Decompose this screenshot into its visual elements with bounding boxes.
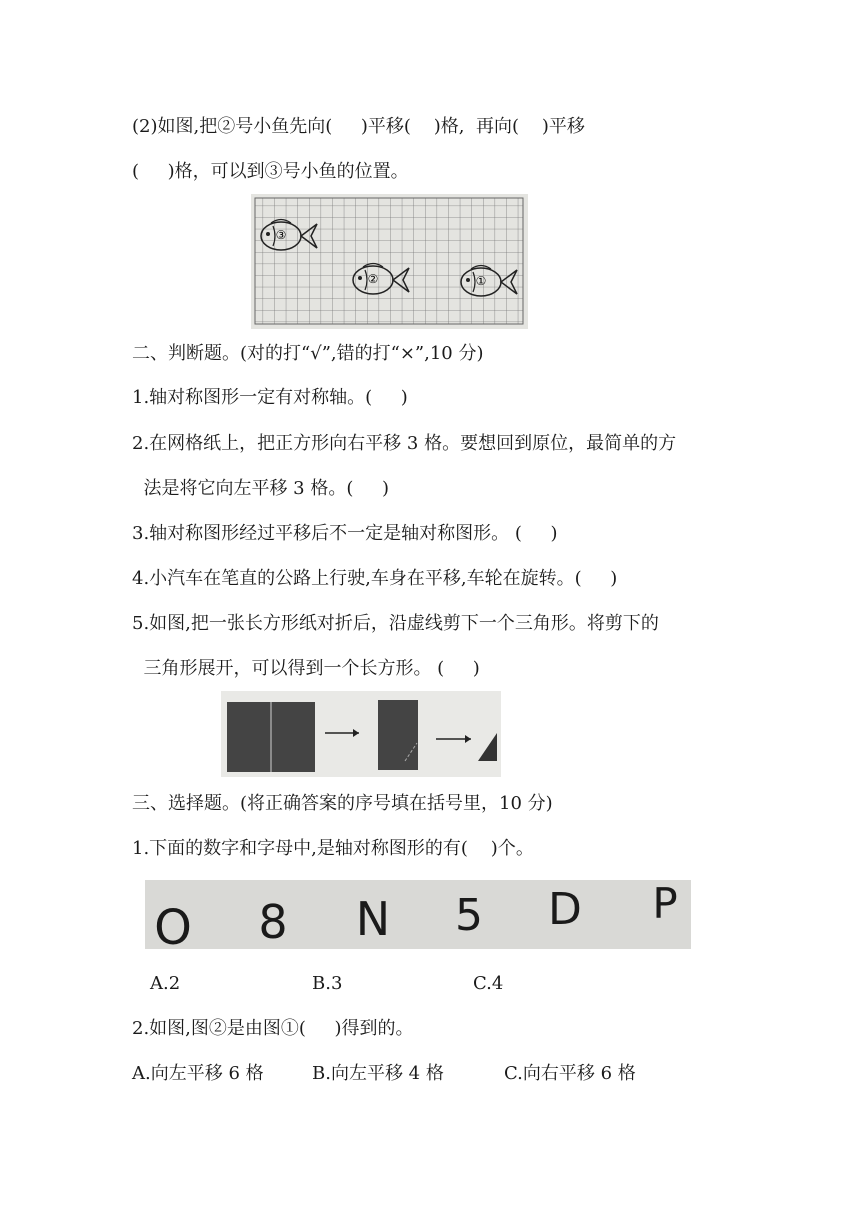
q2-line-2: ( )格，可以到③号小鱼的位置。: [132, 161, 409, 182]
judge-item-5: 5.如图,把一张长方形纸对折后，沿虚线剪下一个三角形。将剪下的: [132, 613, 659, 634]
section2-title: 二、判断题。(对的打“√”,错的打“×”,10 分): [132, 343, 484, 364]
fish-grid-figure: [251, 194, 528, 329]
judge-item-2-cont: 法是将它向左平移 3 格。( ): [132, 478, 389, 499]
fish-2-label: ②: [367, 272, 379, 286]
glyph-D: D: [548, 884, 582, 935]
glyph-O: O: [154, 900, 192, 949]
judge-item-2: 2.在网格纸上，把正方形向右平移 3 格。要想回到原位，最简单的方: [132, 433, 677, 454]
choice-q1-option-b: B.3: [312, 973, 343, 994]
choice-q2-text: 2.如图,图②是由图①( )得到的。: [132, 1018, 414, 1039]
fish-1-label: ①: [475, 274, 487, 288]
choice-q2-option-a: A.向左平移 6 格: [132, 1063, 264, 1084]
judge-item-3: 3.轴对称图形经过平移后不一定是轴对称图形。 ( ): [132, 523, 558, 544]
glyph-N: N: [355, 892, 391, 946]
folded-paper: [378, 700, 418, 770]
judge-item-4: 4.小汽车在笔直的公路上行驶,车身在平移,车轮在旋转。( ): [132, 568, 618, 589]
section3-title: 三、选择题。(将正确答案的序号填在括号里，10 分): [132, 793, 553, 814]
fish-3-label: ③: [275, 228, 287, 242]
judge-item-5-cont: 三角形展开，可以得到一个长方形。 ( ): [132, 658, 480, 679]
choice-q1-option-c: C.4: [473, 973, 504, 994]
judge-item-1: 1.轴对称图形一定有对称轴。( ): [132, 387, 408, 408]
paper-fold-figure: [221, 691, 501, 777]
glyph-P: P: [652, 880, 678, 928]
glyph-5: 5: [455, 890, 483, 941]
choice-q2-option-b: B.向左平移 4 格: [312, 1063, 444, 1084]
choice-q1-text: 1.下面的数字和字母中,是轴对称图形的有( )个。: [132, 838, 534, 859]
choice-q1-option-a: A.2: [150, 973, 181, 994]
q2-line-1: (2)如图,把②号小鱼先向( )平移( )格, 再向( )平移: [132, 116, 585, 137]
glyph-strip-figure: [145, 880, 691, 949]
choice-q2-option-c: C.向右平移 6 格: [504, 1063, 636, 1084]
glyph-8: 8: [258, 895, 288, 949]
